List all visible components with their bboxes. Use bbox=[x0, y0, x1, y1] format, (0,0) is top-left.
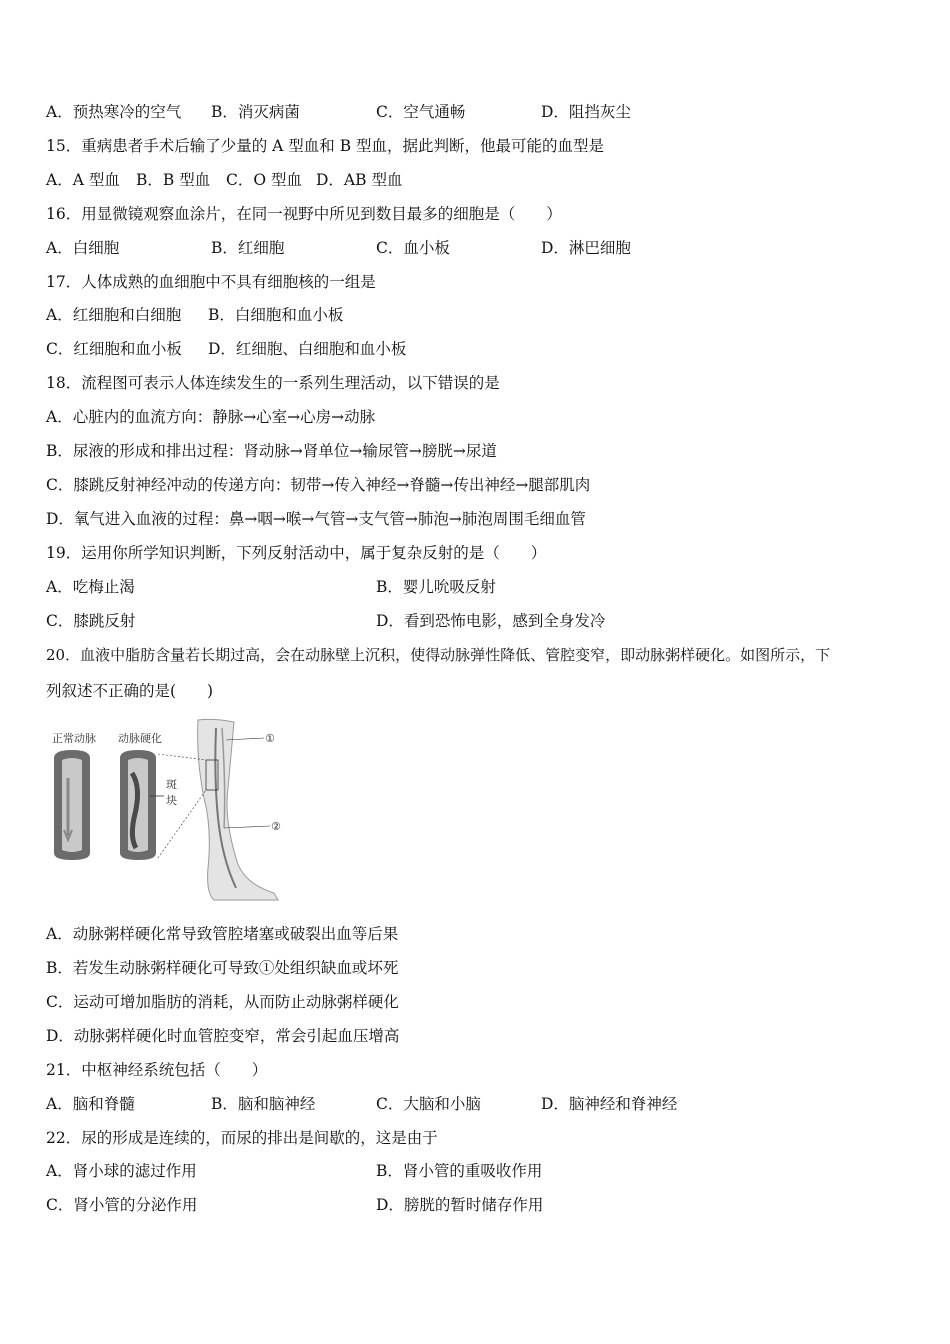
label-hardened-artery: 动脉硬化 bbox=[118, 732, 162, 745]
label-plaque-2: 块 bbox=[166, 794, 177, 807]
q21-option-c[interactable]: C．大脑和小脑 bbox=[376, 1095, 481, 1113]
q15-option-c[interactable]: C．O 型血 bbox=[226, 171, 302, 189]
q21-option-d[interactable]: D．脑神经和脊神经 bbox=[541, 1095, 678, 1113]
hardened-artery-drawing bbox=[120, 750, 156, 860]
q15-option-d[interactable]: D．AB 型血 bbox=[316, 171, 403, 189]
q17-option-c[interactable]: C．红细胞和血小板 bbox=[46, 340, 182, 358]
q21-stem: 21．中枢神经系统包括（ ） bbox=[46, 1061, 268, 1079]
q17-option-a[interactable]: A．红细胞和白细胞 bbox=[46, 306, 182, 324]
q18-stem: 18．流程图可表示人体连续发生的一系列生理活动，以下错误的是 bbox=[46, 374, 500, 392]
q18-option-d[interactable]: D．氧气进入血液的过程：鼻→咽→喉→气管→支气管→肺泡→肺泡周围毛细血管 bbox=[46, 510, 586, 528]
leg-drawing bbox=[198, 719, 278, 900]
q21-option-b[interactable]: B．脑和脑神经 bbox=[211, 1095, 316, 1113]
q14-option-a[interactable]: A．预热寒冷的空气 bbox=[46, 103, 182, 121]
q20-option-a[interactable]: A．动脉粥样硬化常导致管腔堵塞或破裂出血等后果 bbox=[46, 925, 399, 943]
q14-option-d[interactable]: D．阻挡灰尘 bbox=[541, 103, 631, 121]
q21-option-a[interactable]: A．脑和脊髓 bbox=[46, 1095, 135, 1113]
q20-stem-line1: 20．血液中脂肪含量若长期过高，会在动脉壁上沉积，使得动脉弹性降低、管腔变窄，即动脉粥样硬化。如图所示，下 bbox=[46, 646, 831, 664]
q19-option-b[interactable]: B．婴儿吮吸反射 bbox=[376, 578, 496, 596]
label-normal-artery: 正常动脉 bbox=[52, 732, 96, 745]
q15-stem: 15．重病患者手术后输了少量的 A 型血和 B 型血，据此判断，他最可能的血型是 bbox=[46, 137, 605, 155]
q19-option-a[interactable]: A．吃梅止渴 bbox=[46, 578, 135, 596]
q15-option-b[interactable]: B．B 型血 bbox=[136, 171, 211, 189]
q22-stem: 22．尿的形成是连续的，而尿的排出是间歇的，这是由于 bbox=[46, 1129, 438, 1147]
q17-option-b[interactable]: B．白细胞和血小板 bbox=[208, 306, 344, 324]
q16-option-d[interactable]: D．淋巴细胞 bbox=[541, 239, 631, 257]
q14-option-c[interactable]: C．空气通畅 bbox=[376, 103, 466, 121]
q16-option-b[interactable]: B．红细胞 bbox=[211, 239, 285, 257]
label-plaque-1: 斑 bbox=[166, 778, 177, 791]
q18-option-b[interactable]: B．尿液的形成和排出过程：肾动脉→肾单位→输尿管→膀胱→尿道 bbox=[46, 442, 497, 460]
normal-artery-drawing bbox=[54, 750, 90, 860]
q22-option-b[interactable]: B．肾小管的重吸收作用 bbox=[376, 1162, 543, 1180]
q22-option-d[interactable]: D．膀胱的暂时储存作用 bbox=[376, 1196, 544, 1214]
q16-stem: 16．用显微镜观察血涂片，在同一视野中所见到数目最多的细胞是（ ） bbox=[46, 205, 562, 223]
q14-option-b[interactable]: B．消灭病菌 bbox=[211, 103, 300, 121]
q19-option-d[interactable]: D．看到恐怖电影，感到全身发冷 bbox=[376, 612, 606, 630]
q20-option-d[interactable]: D．动脉粥样硬化时血管腔变窄，常会引起血压增高 bbox=[46, 1027, 400, 1045]
q20-option-b[interactable]: B．若发生动脉粥样硬化可导致①处组织缺血或坏死 bbox=[46, 959, 399, 977]
q16-option-c[interactable]: C．血小板 bbox=[376, 239, 450, 257]
q22-option-c[interactable]: C．肾小管的分泌作用 bbox=[46, 1196, 198, 1214]
q17-stem: 17．人体成熟的血细胞中不具有细胞核的一组是 bbox=[46, 273, 376, 291]
q17-option-d[interactable]: D．红细胞、白细胞和血小板 bbox=[208, 340, 407, 358]
marker-1: ① bbox=[265, 732, 275, 745]
q16-option-a[interactable]: A．白细胞 bbox=[46, 239, 120, 257]
q19-stem: 19．运用你所学知识判断，下列反射活动中，属于复杂反射的是（ ） bbox=[46, 544, 547, 562]
q20-option-c[interactable]: C．运动可增加脂肪的消耗，从而防止动脉粥样硬化 bbox=[46, 993, 399, 1011]
q20-stem-line2: 列叙述不正确的是( ) bbox=[46, 682, 214, 700]
q18-option-a[interactable]: A．心脏内的血流方向：静脉→心室→心房→动脉 bbox=[46, 408, 376, 426]
q18-option-c[interactable]: C．膝跳反射神经冲动的传递方向：韧带→传入神经→脊髓→传出神经→腿部肌肉 bbox=[46, 476, 591, 494]
q22-option-a[interactable]: A．肾小球的滤过作用 bbox=[46, 1162, 197, 1180]
artery-figure bbox=[46, 718, 296, 903]
marker-2: ② bbox=[271, 820, 281, 833]
q19-option-c[interactable]: C．膝跳反射 bbox=[46, 612, 136, 630]
q15-option-a[interactable]: A．A 型血 bbox=[46, 171, 120, 189]
